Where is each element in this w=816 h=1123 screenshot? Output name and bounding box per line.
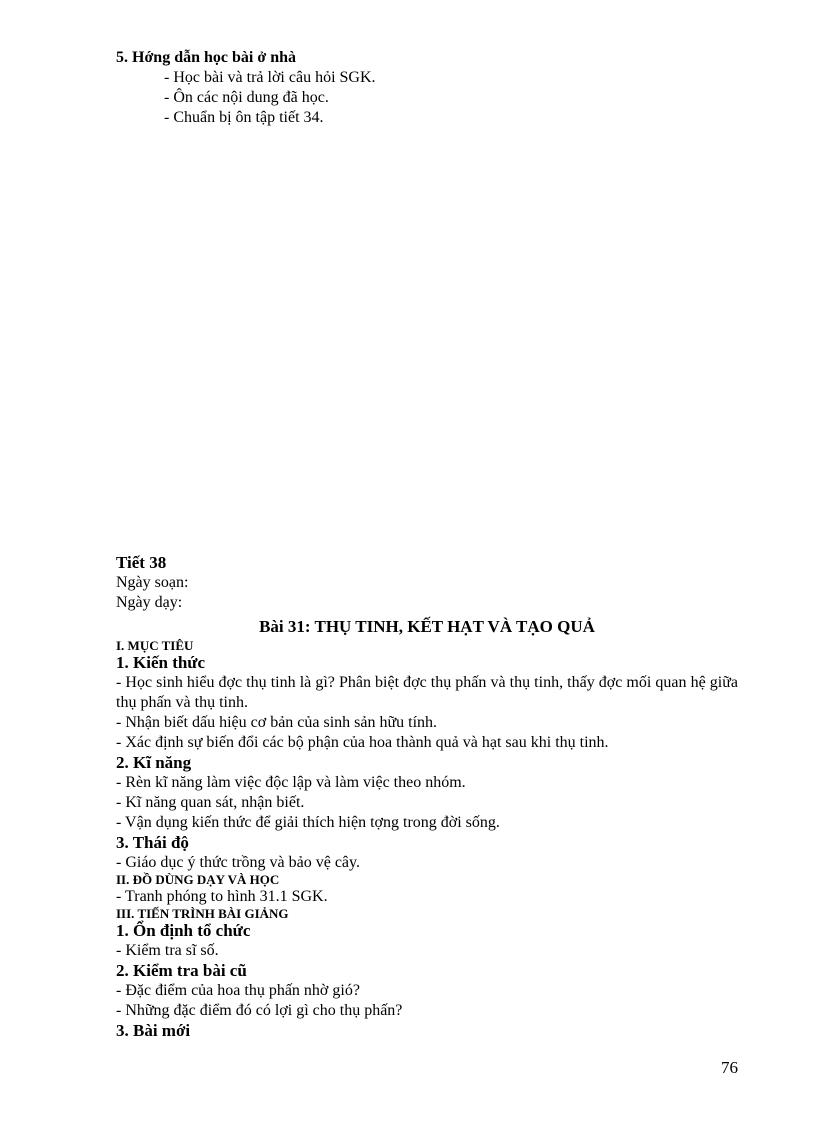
lesson-title <box>116 616 738 638</box>
knowledge-item: - Nhận biết dấu hiệu cơ bản của sinh sản hữu tính. <box>116 714 438 731</box>
lesson-title-prefix: Bài 31: <box>259 617 311 636</box>
new-lesson-heading: 3. Bài mới <box>116 1021 191 1040</box>
knowledge-heading: 1. Kiến thức <box>116 653 206 672</box>
objectives-heading: I. MỤC TIÊU <box>116 638 194 653</box>
page-number: 76 <box>721 1058 738 1077</box>
lesson-period: Tiết 38 <box>116 553 167 572</box>
materials-item: - Tranh phóng to hình 31.1 SGK. <box>116 888 328 905</box>
review-heading: 2. Kiểm tra bài cũ <box>116 961 247 980</box>
review-item: - Đặc điểm của hoa thụ phấn nhờ gió? <box>116 982 360 999</box>
review-item: - Những đặc điểm đó có lợi gì cho thụ phấn? <box>116 1002 403 1019</box>
process-heading: III. TIẾN TRÌNH BÀI GIẢNG <box>116 906 289 921</box>
homework-item: - Ôn các nội dung đã học. <box>164 89 329 106</box>
homework-item: - Chuẩn bị ôn tập tiết 34. <box>164 109 324 126</box>
prepared-date: Ngày soạn: <box>116 574 189 591</box>
skills-item: - Vận dụng kiến thức để giải thích hiện tợng trong đời sống. <box>116 814 500 831</box>
teaching-date: Ngày dạy: <box>116 594 183 611</box>
attitude-item: - Giáo dục ý thức trồng và bảo vệ cây. <box>116 854 360 871</box>
skills-item: - Kĩ năng quan sát, nhận biết. <box>116 794 305 811</box>
knowledge-item: - Xác định sự biến đổi các bộ phận của hoa thành quả và hạt sau khi thụ tinh. <box>116 734 609 751</box>
homework-heading: 5. Hớng dẫn học bài ở nhà <box>116 49 296 66</box>
org-heading: 1. Ổn định tổ chức <box>116 921 251 940</box>
lesson-title-text: THỤ TINH, KẾT HẠT VÀ TẠO QUẢ <box>314 617 595 636</box>
attitude-heading: 3. Thái độ <box>116 833 189 852</box>
materials-heading: II. ĐỒ DÙNG DẠY VÀ HỌC <box>116 872 280 887</box>
homework-item: - Học bài và trả lời câu hỏi SGK. <box>164 69 376 86</box>
lesson-body <box>116 639 738 1041</box>
skills-item: - Rèn kĩ năng làm việc độc lập và làm việc theo nhóm. <box>116 774 466 791</box>
lesson-header <box>116 553 738 613</box>
homework-section <box>116 48 738 128</box>
skills-heading: 2. Kĩ năng <box>116 753 192 772</box>
knowledge-item: - Học sinh hiểu đợc thụ tinh là gì? Phân biệt đợc thụ phấn và thụ tinh, thấy đợc mối quan hệ giữa thụ phấn và thụ tinh. <box>116 674 738 711</box>
org-item: - Kiểm tra sĩ số. <box>116 942 219 959</box>
